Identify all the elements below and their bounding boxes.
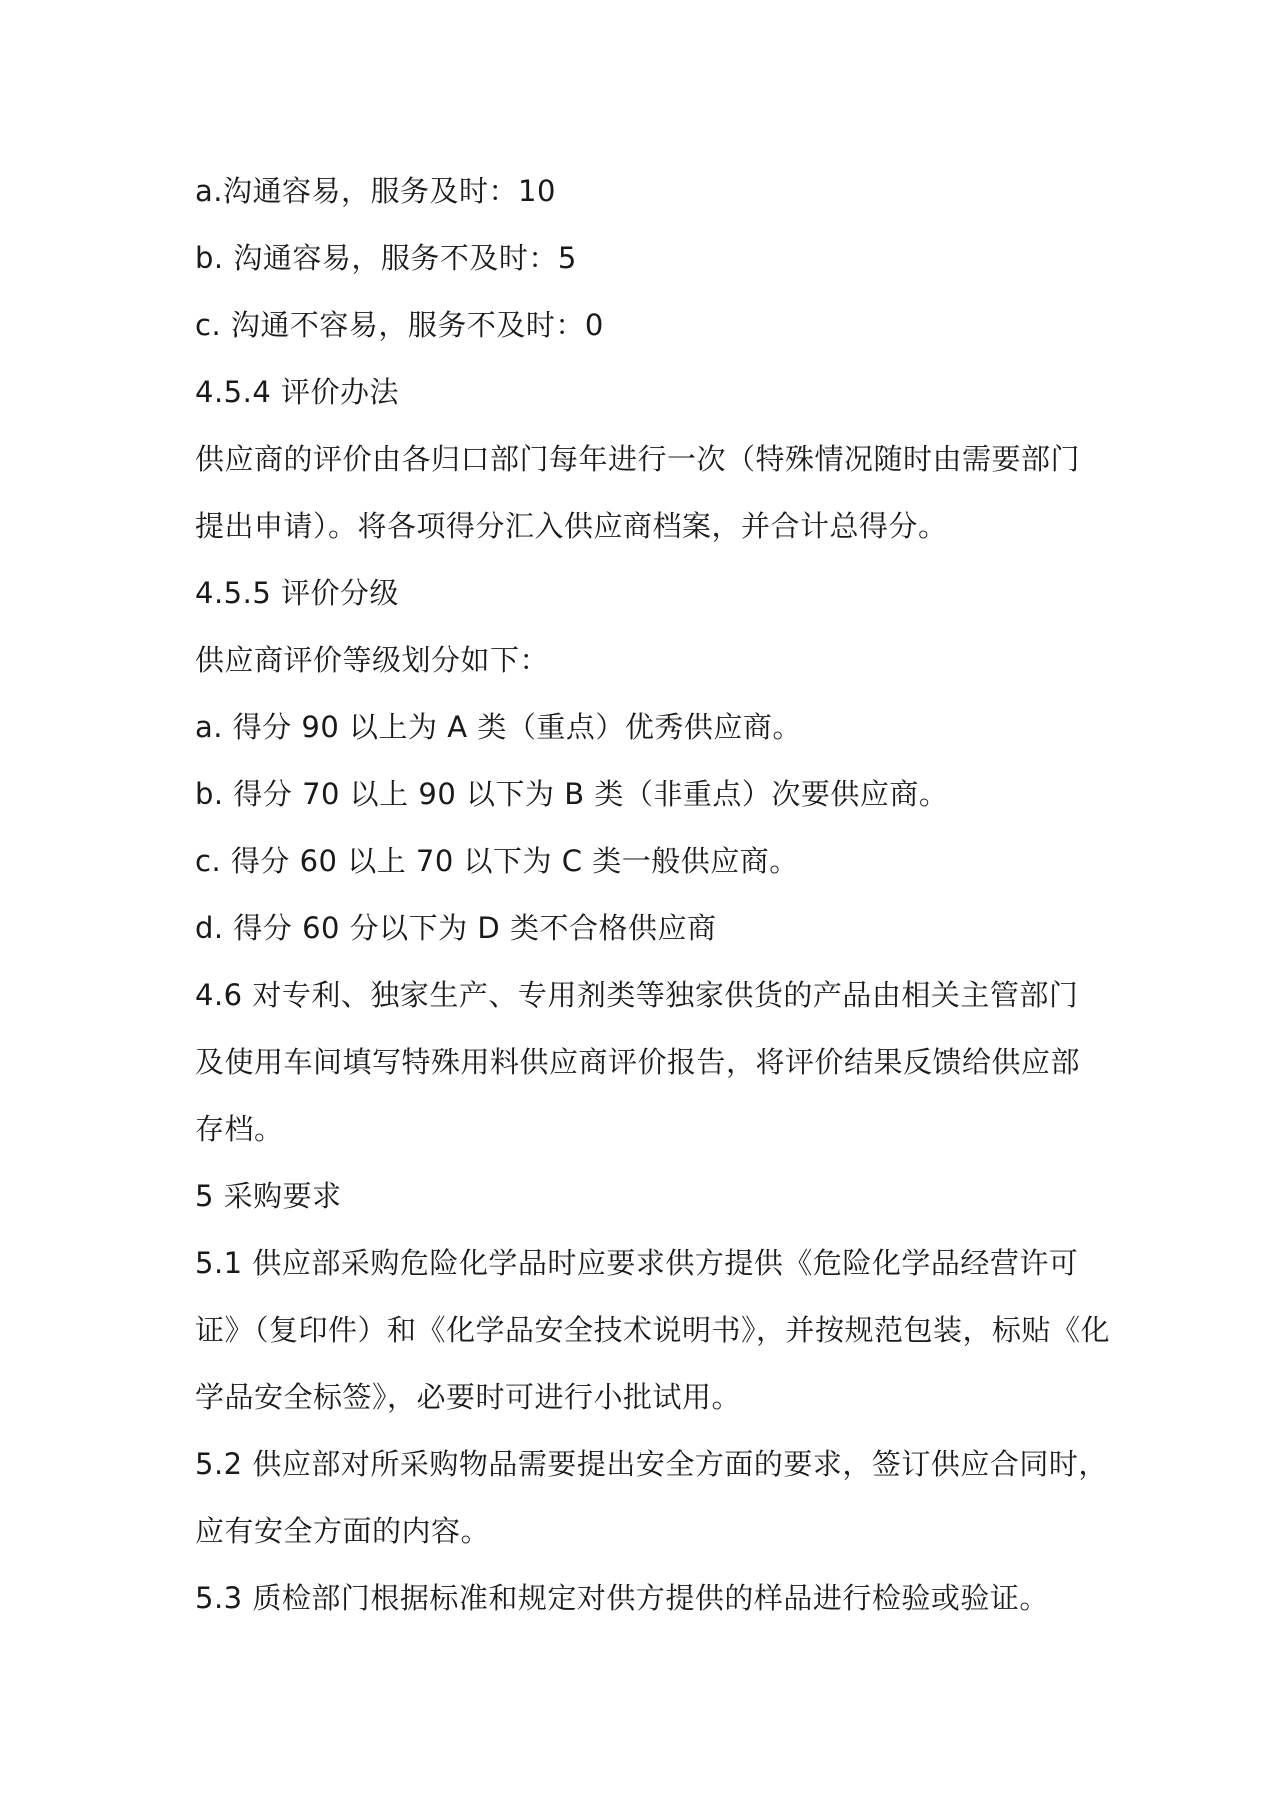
grade-item-a: a. 得分 90 以上为 A 类（重点）优秀供应商。	[195, 710, 802, 744]
paragraph-line: 供应商的评价由各归口部门每年进行一次（特殊情况随时由需要部门	[195, 442, 1081, 476]
score-option-c: c. 沟通不容易，服务不及时：0	[195, 308, 604, 342]
section-heading-4-5-4: 4.5.4 评价办法	[195, 375, 400, 409]
grade-item-b: b. 得分 70 以上 90 以下为 B 类（非重点）次要供应商。	[195, 777, 949, 811]
paragraph-line: 提出申请）。将各项得分汇入供应商档案，并合计总得分。	[195, 509, 948, 543]
section-5-1-line: 5.1 供应部采购危险化学品时应要求供方提供《危险化学品经营许可	[195, 1246, 1079, 1280]
section-5-2-line: 5.2 供应部对所采购物品需要提出安全方面的要求，签订供应合同时，	[195, 1447, 1108, 1481]
section-heading-4-5-5: 4.5.5 评价分级	[195, 576, 400, 610]
section-4-6-line: 4.6 对专利、独家生产、专用剂类等独家供货的产品由相关主管部门	[195, 978, 1079, 1012]
paragraph-line: 证》（复印件）和《化学品安全技术说明书》，并按规范包装，标贴《化	[195, 1313, 1111, 1347]
paragraph-line: 供应商评价等级划分如下：	[195, 643, 550, 677]
paragraph-line: 存档。	[195, 1112, 284, 1146]
section-heading-5: 5 采购要求	[195, 1179, 342, 1213]
section-5-3-line: 5.3 质检部门根据标准和规定对供方提供的样品进行检验或验证。	[195, 1581, 1049, 1615]
score-option-a: a.沟通容易，服务及时：10	[195, 174, 556, 208]
document-body	[195, 158, 1111, 1632]
paragraph-line: 及使用车间填写特殊用料供应商评价报告，将评价结果反馈给供应部	[195, 1045, 1081, 1079]
grade-item-c: c. 得分 60 以上 70 以下为 C 类一般供应商。	[195, 844, 799, 878]
paragraph-line: 学品安全标签》，必要时可进行小批试用。	[195, 1380, 742, 1414]
grade-item-d: d. 得分 60 分以下为 D 类不合格供应商	[195, 911, 717, 945]
paragraph-line: 应有安全方面的内容。	[195, 1514, 491, 1548]
score-option-b: b. 沟通容易，服务不及时：5	[195, 241, 577, 275]
